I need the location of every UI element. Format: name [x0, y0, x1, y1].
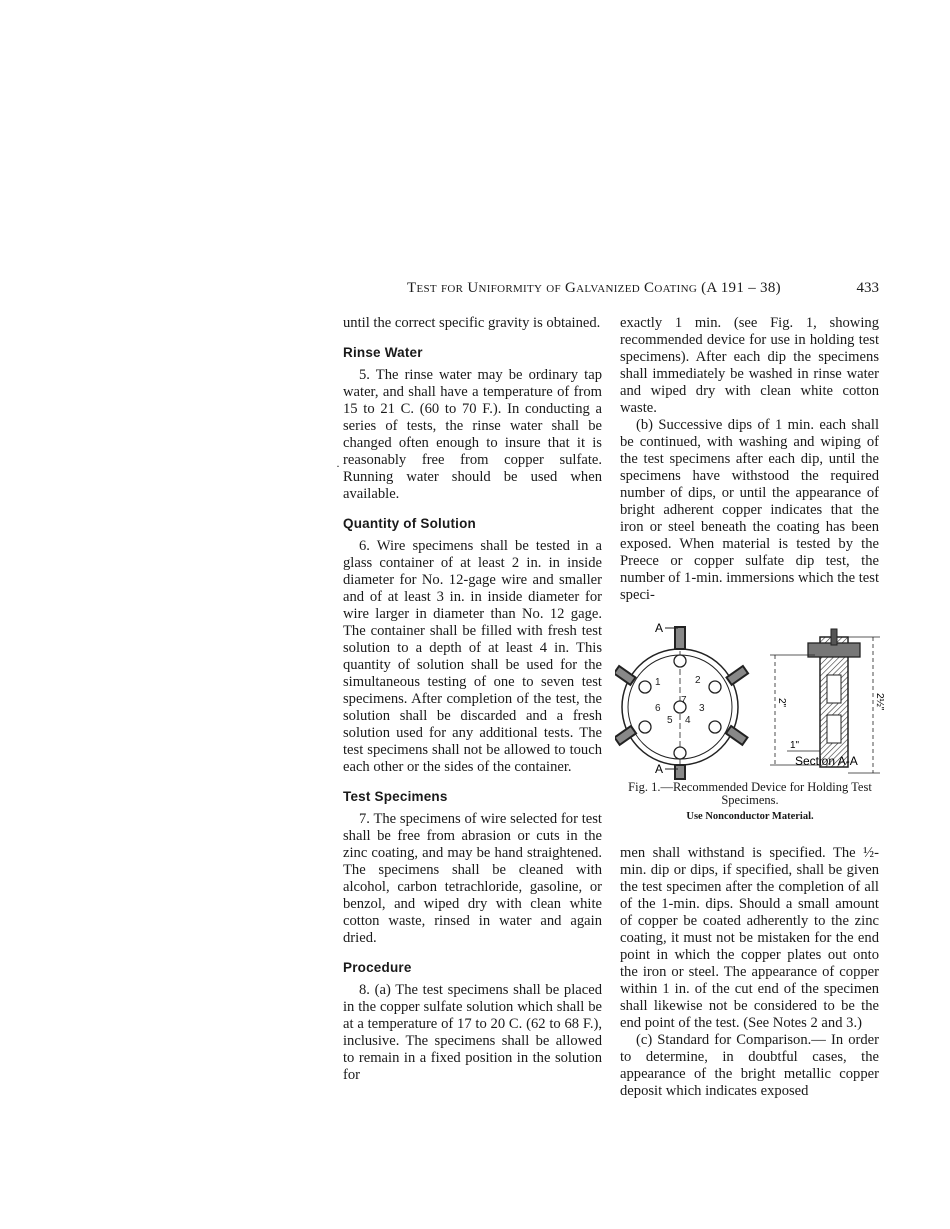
hole-number: 1	[655, 677, 661, 688]
section-label: Section A-A	[795, 754, 858, 768]
paragraph-b: (b) Successive dips of 1 min. each shall be continued, with washing and wiping of the test specimens after each dip, until the specimens have withstood the required number of dips, or until the appearance of bright adherent copper indicates that the iron or steel beneath the coating has been exposed. When material is tested by the Preece or copper sulfate dip test, the number of 1-min. immersions which the test speci-	[620, 417, 879, 603]
clamp-screw-upper-right	[727, 666, 749, 685]
dim-label-1: 1"	[790, 740, 800, 751]
paragraph-a-continued: exactly 1 min. (see Fig. 1, showing recommended device for use in holding test specimens). After each dip the specimens shall immediately be washed in rinse water and wiped dry with clean white cotton waste.	[620, 315, 879, 416]
hole-top	[674, 655, 686, 667]
hole-number: 7	[681, 695, 687, 706]
caption-text: Fig. 1.—Recommended Device for Holding Test Specimens.	[628, 780, 872, 807]
rinse-water-heading: Rinse Water	[343, 345, 423, 360]
label-a-bottom: A	[655, 762, 664, 776]
page-number: 433	[856, 280, 879, 296]
hole-lower-right	[709, 721, 721, 733]
quantity-paragraph: 6. Wire specimens shall be tested in a glass container of at least 2 in. in inside diameter for No. 12-gage wire and smaller and of at least 3 in. in inside diameter for wire larger in diameter than No. 12 gage. The container shall be filled with fresh test solution to a depth of at least 4 in. This quantity of solution shall be used for the simultaneous testing of one to seven test specimens. After completion of the test, the solution shall be discarded and a fresh solution used for any additional tests. The test specimens shall not be allowed to touch each other or the sides of the container.	[343, 538, 602, 775]
hole-upper-left	[639, 681, 651, 693]
left-column	[343, 315, 602, 1084]
specimens-paragraph: 7. The specimens of wire selected for test shall be free from abrasion or cuts in the zinc coating, and may be hand straightened. The specimens shall be cleaned with alcohol, carbon tetrachloride, gasoline, or benzol, and wiped dry with clean white cotton waste, rinsed in water and again dried.	[343, 811, 602, 946]
quantity-heading: Quantity of Solution	[343, 516, 476, 531]
margin-mark: ·	[336, 459, 340, 473]
procedure-paragraph: 8. (a) The test specimens shall be placed in the copper sulfate solution which shall be at a temperature of 17 to 20 C. (62 to 68 F.), inclusive. The specimens shall be allowed to remain in a fixed position in the solution for	[343, 982, 602, 1083]
specimens-heading: Test Specimens	[343, 789, 448, 804]
right-column-top	[620, 315, 879, 604]
plan-view	[615, 621, 748, 780]
paragraph-b-continued: men shall withstand is specified. The ½-min. dip or dips, if specified, shall be given the test specimen after the completion of all of the 1-min. dips. Should a small amount of copper be coated adherently to the zinc coating, it must not be mistaken for the end point in which the copper plates out onto the iron or steel. The appearance of copper within 1 in. of the cut end of the specimen shall likewise not be considered to be the end point of the test. (See Notes 2 and 3.)	[620, 845, 879, 1031]
caption-subtext: Use Nonconductor Material.	[686, 811, 814, 822]
rinse-water-paragraph: 5. The rinse water may be ordinary tap water, and shall have a temperature of from 15 to 21 C. (60 to 70 F.). In conducting a series of tests, the rinse water shall be changed often enough to insure that it is reasonably free from copper sulfate. Running water should be used when available.	[343, 367, 602, 502]
section-screw	[831, 629, 837, 645]
clamp-screw-lower-right	[726, 726, 748, 745]
hole-number: 3	[699, 703, 705, 714]
hole-lower-left	[639, 721, 651, 733]
hole-number: 4	[685, 715, 691, 726]
intro-paragraph: until the correct specific gravity is obtained.	[343, 315, 601, 331]
hole-number: 5	[667, 715, 673, 726]
section-hole-lower	[827, 715, 841, 743]
right-column-bottom	[620, 845, 879, 1100]
section-view	[770, 629, 885, 773]
clamp-screw-bottom	[675, 765, 685, 779]
figure-caption	[620, 781, 880, 823]
hole-number: 6	[655, 703, 661, 714]
running-header	[407, 280, 879, 297]
hole-number: 2	[695, 675, 701, 686]
procedure-heading: Procedure	[343, 960, 412, 975]
running-title: Test for Uniformity of Galvanized Coating (A 191 – 38)	[407, 280, 781, 296]
paragraph-c: (c) Standard for Comparison.— In order to determine, in doubtful cases, the appearance of the bright metallic copper deposit which indicates exposed	[620, 1032, 879, 1099]
dim-label-2: 2"	[776, 698, 787, 708]
dim-label-2-half: 2½"	[874, 693, 885, 711]
hole-bottom	[674, 747, 686, 759]
device-drawing	[615, 615, 885, 780]
label-a-top: A	[655, 621, 664, 635]
clamp-screw-upper-left	[615, 666, 635, 685]
clamp-screw-top	[675, 627, 685, 649]
figure-1-device	[615, 615, 885, 780]
hole-upper-right	[709, 681, 721, 693]
section-hole-upper	[827, 675, 841, 703]
